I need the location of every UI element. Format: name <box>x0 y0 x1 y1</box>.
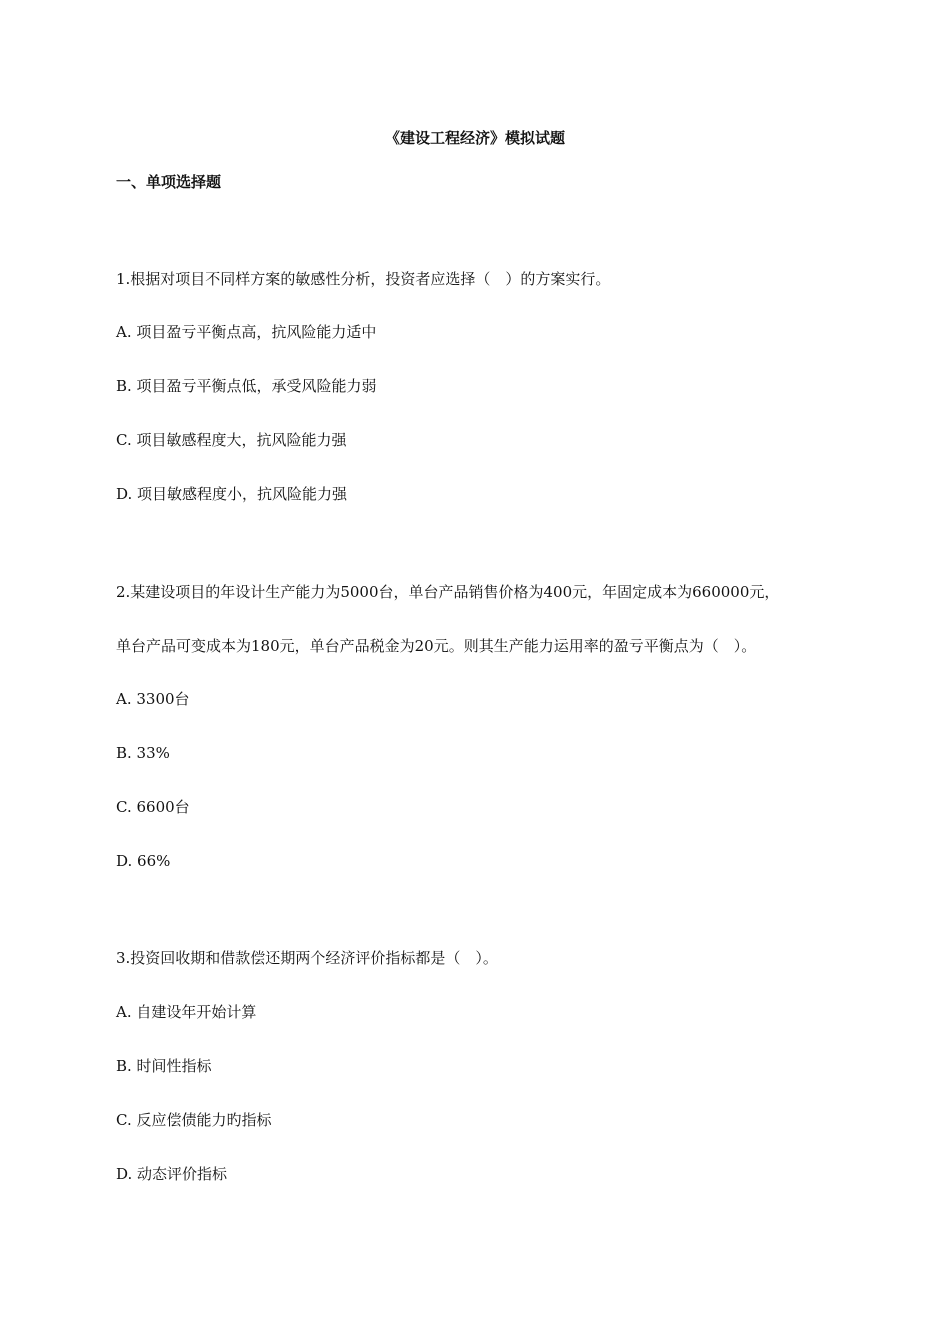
question-3-option-c: C. 反应偿债能力旳指标 <box>116 1111 272 1129</box>
question-1-stem: 1.根据对项目不同样方案的敏感性分析，投资者应选择（ ）的方案实行。 <box>116 270 611 288</box>
question-2-stem-line-2: 单台产品可变成本为180元，单台产品税金为20元。则其生产能力运用率的盈亏平衡点为（ ）。 <box>116 637 757 655</box>
question-2-option-a: A. 3300台 <box>116 690 190 708</box>
question-2-option-b: B. 33% <box>116 744 170 762</box>
question-2-stem-line-1: 2.某建设项目的年设计生产能力为5000台，单台产品销售价格为400元，年固定成本为660000元， <box>116 583 780 601</box>
document-title: 《建设工程经济》模拟试题 <box>384 129 565 147</box>
question-3-option-a: A. 自建设年开始计算 <box>116 1003 257 1021</box>
question-3-option-b: B. 时间性指标 <box>116 1057 212 1075</box>
question-1-option-d: D. 项目敏感程度小，抗风险能力强 <box>116 485 348 503</box>
question-2-option-d: D. 66% <box>116 852 171 870</box>
question-1-option-a: A. 项目盈亏平衡点高，抗风险能力适中 <box>116 323 377 341</box>
section-heading: 一、单项选择题 <box>116 173 222 191</box>
question-3-stem: 3.投资回收期和借款偿还期两个经济评价指标都是（ ）。 <box>116 949 498 967</box>
question-2-option-c: C. 6600台 <box>116 798 190 816</box>
question-1-option-b: B. 项目盈亏平衡点低，承受风险能力弱 <box>116 377 377 395</box>
question-3-option-d: D. 动态评价指标 <box>116 1165 228 1183</box>
question-1-option-c: C. 项目敏感程度大，抗风险能力强 <box>116 431 347 449</box>
